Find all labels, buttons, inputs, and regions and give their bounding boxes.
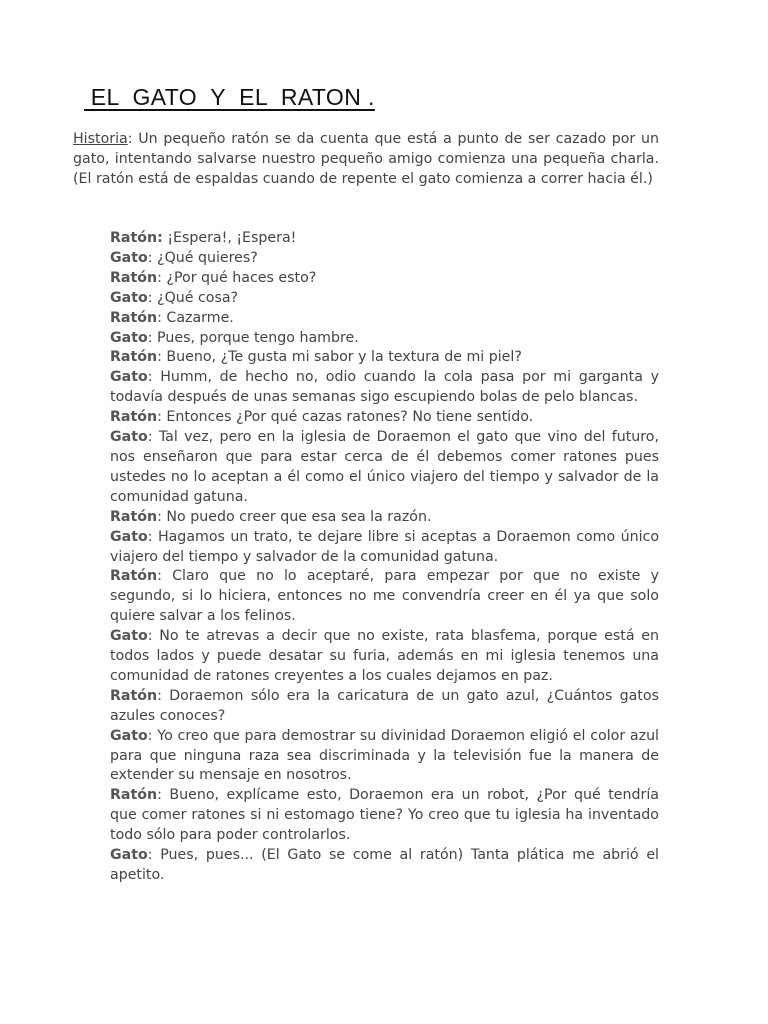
dialogue-text: : Humm, de hecho no, odio cuando la cola pasa por mi garganta y todavía después de unas semanas sigo escupiendo bolas de pelo blancas. (110, 369, 659, 406)
dialogue-text: : Cazarme. (157, 309, 234, 326)
dialogue-speaker: Gato (110, 289, 148, 306)
dialogue-text: : Yo creo que para demostrar su divinidad Doraemon eligió el color azul para que ninguna raza sea discriminada y la televisión fue la manera de extender su mensaje en nosotros. (110, 727, 659, 784)
dialogue-speaker: Gato (110, 249, 148, 266)
dialogue-speaker: Ratón (110, 687, 158, 704)
dialogue-line (110, 249, 659, 269)
dialogue-line (110, 229, 659, 249)
dialogue-line (110, 348, 659, 368)
dialogue-speaker: Ratón (110, 568, 158, 585)
dialogue-text: : Doraemon sólo era la caricatura de un gato azul, ¿Cuántos gatos azules conoces? (110, 687, 659, 724)
dialogue-text: : No te atrevas a decir que no existe, rata blasfema, porque está en todos lados y puede desatar su furia, además en mi iglesia tenemos una comunidad de ratones creyentes a los cuales dejamos en paz. (110, 628, 659, 684)
dialogue-speaker: Gato (110, 369, 148, 386)
dialogue-line (110, 687, 659, 727)
dialogue-text: : Pues, pues... (El Gato se come al ratón) Tanta plática me abrió el apetito. (110, 847, 659, 883)
dialogue-speaker: Gato (110, 847, 148, 864)
dialogue-speaker: Ratón (110, 349, 158, 366)
dialogue-line (110, 508, 659, 528)
dialogue-line (110, 627, 659, 687)
dialogue-line (110, 528, 659, 568)
dialogue-speaker: Ratón (110, 309, 158, 326)
story-text: : Un pequeño ratón se da cuenta que está a punto de ser cazado por un gato, intentando salvarse nuestro pequeño amigo comienza una pequeña charla. (El ratón está de espaldas cuando de repente el gato comienza a correr hacia él.) (73, 131, 659, 187)
dialogue-speaker: Ratón (110, 508, 158, 525)
dialogue-speaker: Ratón (110, 269, 158, 286)
dialogue-text: : ¿Qué cosa? (147, 289, 239, 306)
dialogue-line (110, 567, 659, 627)
dialogue-line (110, 428, 659, 508)
dialogue-text: : Claro que no lo aceptaré, para empezar por que no existe y segundo, si lo hiciera, entonces no me convendría creer en él ya que solo quiere salvar a los felinos. (110, 568, 659, 625)
dialogue-line (110, 289, 659, 309)
dialogue-line (110, 368, 659, 408)
dialogue-speaker: Gato (110, 628, 148, 645)
document-title: EL GATO Y EL RATON . (84, 84, 375, 110)
dialogue-text: : Pues, porque tengo hambre. (147, 329, 359, 346)
dialogue-line (110, 329, 659, 349)
dialogue-line (110, 269, 659, 289)
dialogue-line (110, 846, 659, 886)
dialogue-text: : Bueno, ¿Te gusta mi sabor y la textura de mi piel? (157, 349, 522, 366)
dialogue-text: ¡Espera!, ¡Espera! (162, 230, 297, 246)
dialogue-speaker: Ratón (110, 787, 158, 804)
dialogue-speaker: Gato (110, 528, 148, 545)
dialogue-line (110, 309, 659, 329)
dialogue-text: : Entonces ¿Por qué cazas ratones? No tiene sentido. (157, 409, 534, 426)
dialogue-line (110, 727, 659, 787)
dialogue (110, 229, 659, 886)
dialogue-text: : ¿Qué quieres? (147, 249, 258, 266)
dialogue-line (110, 408, 659, 428)
dialogue-speaker: Ratón (110, 409, 158, 426)
dialogue-line (110, 786, 659, 846)
dialogue-speaker: Ratón: (110, 230, 163, 246)
story-intro (73, 129, 659, 189)
dialogue-text: : No puedo creer que esa sea la razón. (157, 508, 432, 525)
dialogue-text: : ¿Por qué haces esto? (157, 269, 317, 286)
story-label: Historia (73, 131, 128, 147)
dialogue-text: : Hagamos un trato, te dejare libre si aceptas a Doraemon como único viajero del tiempo y salvador de la comunidad gatuna. (110, 528, 659, 565)
dialogue-text: : Bueno, explícame esto, Doraemon era un robot, ¿Por qué tendría que comer ratones si ni estomago tiene? Yo creo que tu iglesia ha inventado todo sólo para poder controlarlos. (110, 787, 659, 844)
dialogue-speaker: Gato (110, 329, 148, 346)
dialogue-speaker: Gato (110, 429, 148, 446)
dialogue-text: : Tal vez, pero en la iglesia de Doraemon el gato que vino del futuro, nos enseñaron que para estar cerca de él debemos comer ratones pues ustedes no lo aceptan a él como el único viajero del tiempo y salvador de la comunidad gatuna. (110, 429, 659, 505)
dialogue-speaker: Gato (110, 727, 148, 744)
